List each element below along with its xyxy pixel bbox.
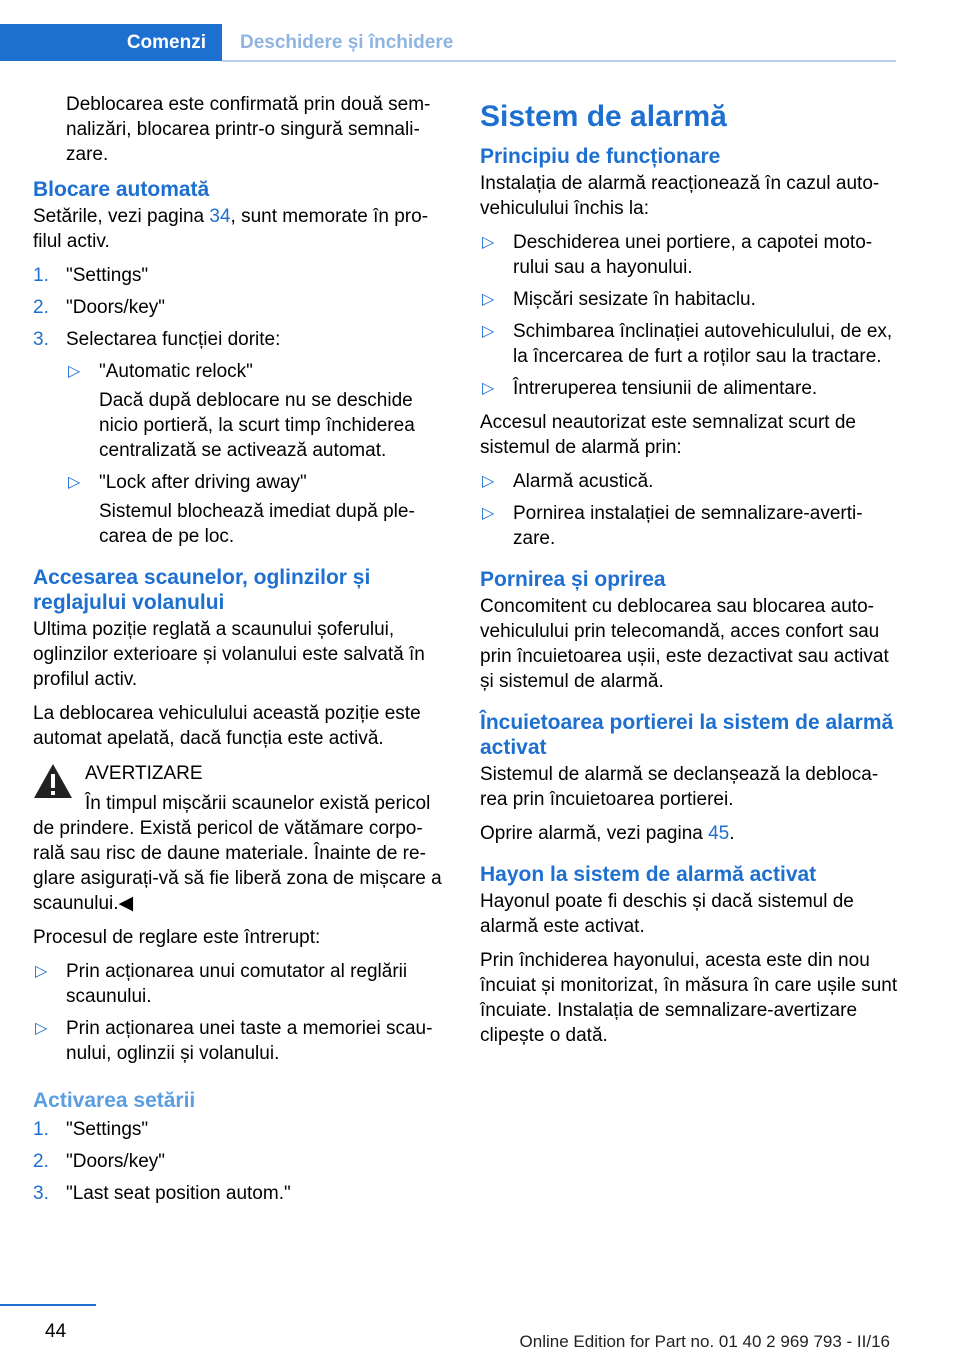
seat-access-p2: La deblocarea vehiculului această poziție este automat apelată, dacă funcția este activă. [33, 703, 421, 749]
list-item: ▷ Prin acționarea unei taste a memoriei scaunului, oglinzii și volanului. [35, 1018, 433, 1064]
list-item: 1. "Settings" [33, 1119, 149, 1140]
list-item: 2. "Doors/key" [33, 1151, 166, 1172]
triangle-bullet-icon: ▷ [482, 380, 495, 397]
seat-access-heading: Accesarea scaunelor, oglinzilor și reglajului volanului [33, 566, 371, 614]
door-lock-text-2: Oprire alarmă, vezi pagina 45. [480, 823, 735, 844]
auto-lock-heading: Blocare automată [33, 178, 210, 201]
principle-list [480, 230, 898, 401]
warning-first-line: În timpul mișcării scaunelor există pericol [85, 793, 431, 814]
option-description: Dacă după deblocare nu se deschide nicio portieră, la scurt timp închiderea centralizată se activează automat. [99, 390, 415, 461]
option-description: Sistemul blochează imediat după plecarea de pe loc. [99, 501, 415, 547]
page-number: 44 [45, 1321, 67, 1342]
triangle-bullet-icon: ▷ [68, 474, 81, 491]
principle-heading: Principiu de funcționare [480, 145, 721, 168]
triangle-bullet-icon: ▷ [482, 234, 495, 251]
triangle-bullet-icon: ▷ [68, 363, 81, 380]
interrupt-list [33, 959, 445, 1066]
list-item: ▷ Schimbarea înclinației autovehiculului, de ex, la încercarea de furt a roților sau la tractare. [482, 321, 893, 367]
list-item: 3. Selectarea funcției dorite: ▷ "Automatic relock" Dacă după deblocare nu se deschide nicio portieră, la scurt timp închiderea centralizată se activează automat. ▷ "Lock after driving away" Sistemul blochează imediat după plecarea de pe loc. [33, 327, 445, 549]
edition-footer: Online Edition for Part no. 01 40 2 969 793 - II/16 [519, 1332, 890, 1351]
list-item: ▷ Alarmă acustică. [482, 471, 654, 492]
tab-comenzi[interactable]: Comenzi [0, 24, 222, 61]
header-divider [222, 60, 896, 62]
tailgate-heading: Hayon la sistem de alarmă activat [480, 863, 817, 886]
triangle-bullet-icon: ▷ [482, 323, 495, 340]
intro-paragraph: Deblocarea este confirmată prin două semnalizări, blocarea printr-o singură semnalizare. [66, 94, 431, 165]
auto-lock-options [66, 359, 445, 549]
tailgate-p1: Hayonul poate fi deschis și dacă sistemul de alarmă este activat. [480, 891, 854, 937]
warning-body: de prindere. Există pericol de vătămare corporală sau risc de daune materiale. Înainte de reglare asigurați-vă să fie liberă zona de mișcare a scaunului.◀ [33, 818, 442, 914]
door-lock-text: Sistemul de alarmă se declanșează la deblocarea prin încuietoarea portierei. [480, 764, 879, 810]
interrupt-text: Procesul de reglare este întrerupt: [33, 927, 321, 948]
list-item: 1. "Settings" [33, 265, 149, 286]
top-navigation [0, 24, 896, 61]
triangle-bullet-icon: ▷ [482, 505, 495, 522]
warning-triangle-icon [33, 763, 73, 799]
tab-deschidere-si-inchidere[interactable]: Deschidere și închidere [240, 31, 454, 53]
page-title: Sistem de alarmă [480, 100, 727, 133]
principle-text: Instalația de alarmă reacționează în cazul autovehiculului închis la: [480, 173, 880, 219]
list-item: 3. "Last seat position autom." [33, 1183, 291, 1204]
right-column [480, 92, 898, 1057]
triangle-bullet-icon: ▷ [482, 291, 495, 308]
activation-steps [33, 1117, 445, 1206]
list-item: ▷ Deschiderea unei portiere, a capotei motorului sau a hayonului. [482, 232, 873, 278]
on-off-text: Concomitent cu deblocarea sau blocarea autovehiculului prin telecomandă, acces confort sau prin încuietoarea ușii, este dezactivat sau activat și sistemul de alarmă. [480, 596, 889, 692]
triangle-bullet-icon: ▷ [35, 963, 48, 980]
triangle-bullet-icon: ▷ [35, 1020, 48, 1037]
list-item: ▷ "Lock after driving away" Sistemul blochează imediat după plecarea de pe loc. [66, 470, 445, 549]
list-item: 2. "Doors/key" [33, 297, 166, 318]
triangle-bullet-icon: ▷ [482, 473, 495, 490]
list-item: ▷ Pornirea instalației de semnalizare-avertizare. [482, 503, 863, 549]
alarm-signal-list [480, 469, 898, 551]
door-lock-heading: Încuietoarea portierei la sistem de alarmă activat [480, 711, 894, 759]
tailgate-p2: Prin închiderea hayonului, acesta este din nou încuiat și monitorizat, în măsura în care ușile sunt încuiate. Instalația de semnalizare-avertizare clipește o dată. [480, 950, 898, 1046]
footer-rule [0, 1304, 96, 1306]
auto-lock-text: Setările, vezi pagina 34, sunt memorate în profilul activ. [33, 206, 429, 252]
list-item: ▷ Prin acționarea unui comutator al reglării scaunului. [35, 961, 408, 1007]
auto-lock-steps [33, 263, 445, 549]
warning-box [33, 761, 445, 916]
list-item: ▷ Întreruperea tensiunii de alimentare. [482, 378, 818, 399]
warning-title: AVERTIZARE [85, 763, 203, 784]
principle-text-2: Accesul neautorizat este semnalizat scurt de sistemul de alarmă prin: [480, 412, 856, 458]
page-link-45[interactable]: 45 [708, 823, 730, 844]
activation-heading: Activarea setării [33, 1089, 196, 1112]
page-link-34[interactable]: 34 [209, 206, 231, 227]
left-column [33, 92, 445, 1215]
seat-access-p1: Ultima poziție reglată a scaunului șoferului, oglinzilor exterioare și volanului este salvată în profilul activ. [33, 619, 425, 690]
list-item: ▷ Mișcări sesizate în habitaclu. [482, 289, 756, 310]
list-item: ▷ "Automatic relock" Dacă după deblocare nu se deschide nicio portieră, la scurt timp închiderea centralizată se activează automat. [66, 359, 445, 463]
on-off-heading: Pornirea și oprirea [480, 568, 666, 591]
